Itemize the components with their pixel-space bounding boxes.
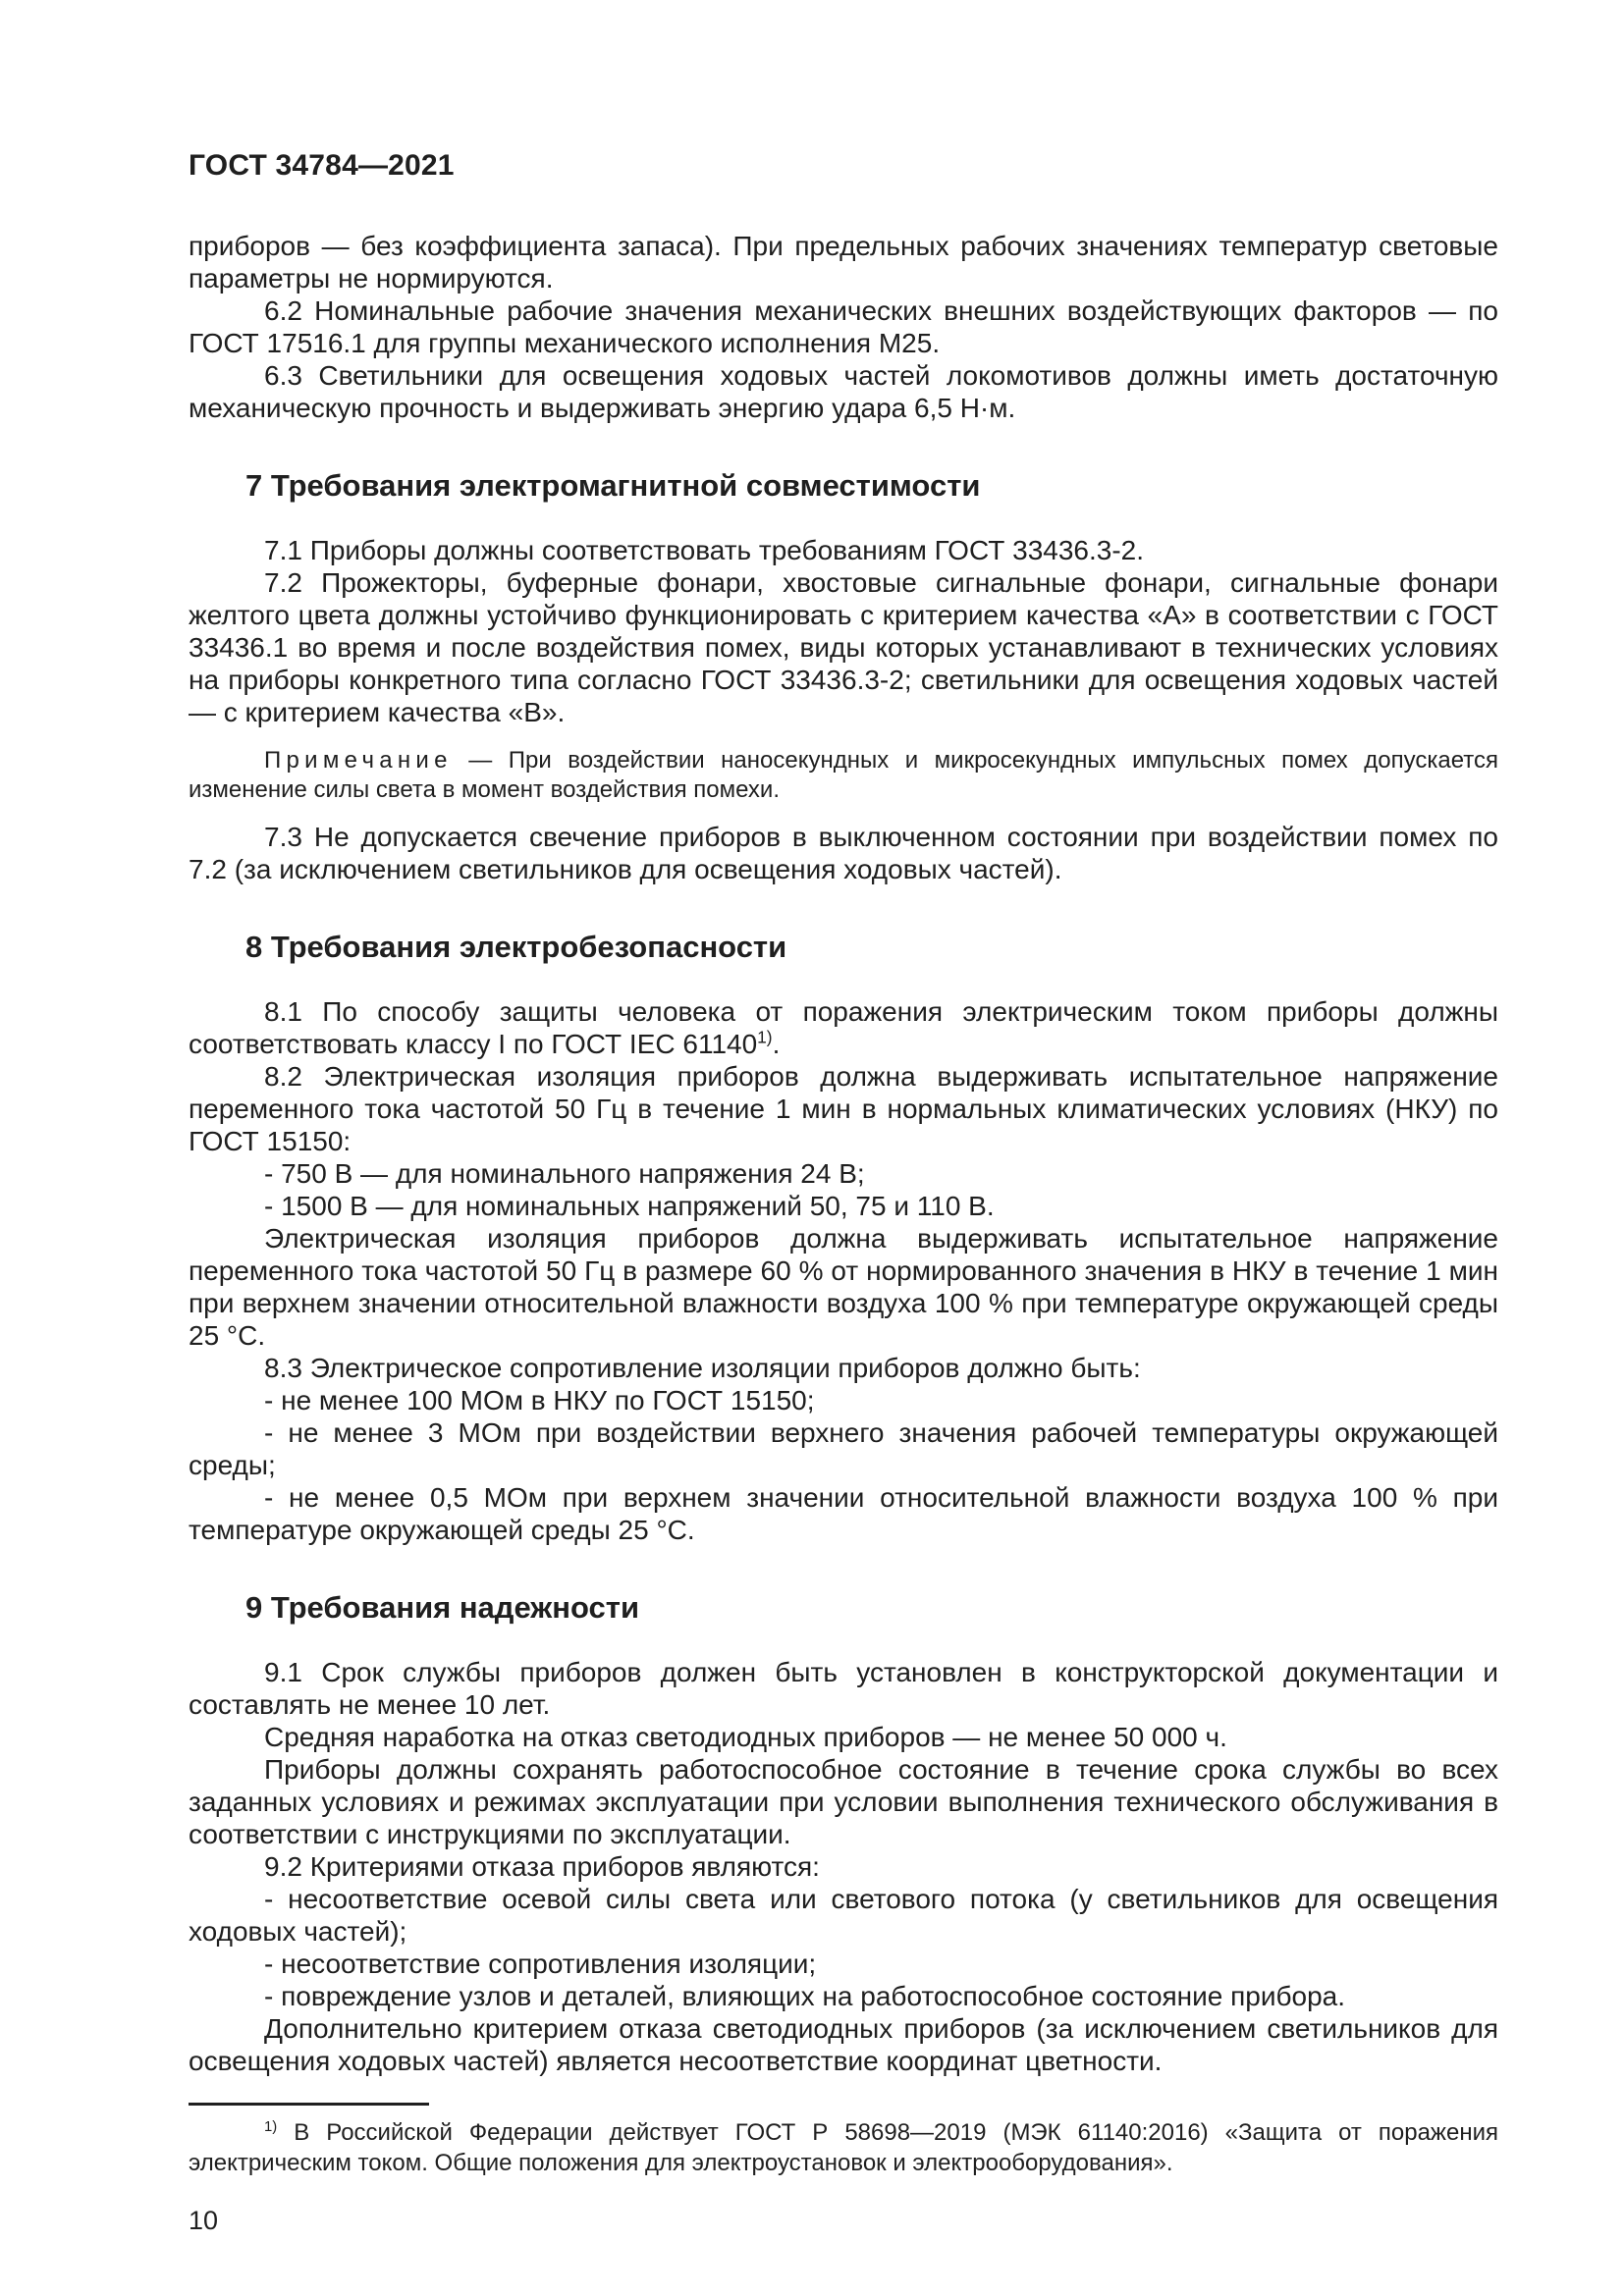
para-9-1-continuation-1: Средняя наработка на отказ светодиодных приборов — не менее 50 000 ч. bbox=[264, 1722, 1227, 1752]
para-9-1-continuation-2: Приборы должны сохранять работоспособное состояние в течение срока службы во всех заданных условиях и режимах эксплуатации при условии выполнения технического обслуживания в соответствии с инструкциями по эксплуатации. bbox=[189, 1754, 1498, 1849]
note-label: Примечание bbox=[264, 747, 453, 774]
para-9-2-continuation: Дополнительно критерием отказа светодиодных приборов (за исключением светильников для освещения ходовых частей) является несоответствие координат цветности. bbox=[189, 2013, 1498, 2076]
para-intro-continuation: приборов — без коэффициента запаса). При предельных рабочих значениях температур световые параметры не нормируются. bbox=[189, 231, 1498, 294]
list-item-8-2-1: - 1500 В — для номинальных напряжений 50, 75 и 110 В. bbox=[264, 1191, 995, 1221]
para-7-1: 7.1 Приборы должны соответствовать требованиям ГОСТ 33436.3-2. bbox=[264, 535, 1145, 565]
para-8-1-period: . bbox=[772, 1029, 781, 1059]
list-item-8-3-0: - не менее 100 МОм в НКУ по ГОСТ 15150; bbox=[264, 1385, 815, 1415]
para-8-1-text: 8.1 По способу защиты человека от поражения электрическим током приборы должны соответствовать классу I по ГОСТ IEC 61140 bbox=[189, 996, 1498, 1059]
para-9-1: 9.1 Срок службы приборов должен быть установлен в конструкторской документации и составлять не менее 10 лет. bbox=[189, 1657, 1498, 1720]
para-8-2-continuation: Электрическая изоляция приборов должна выдерживать испытательное напряжение переменного тока частотой 50 Гц в размере 60 % от нормированного значения в НКУ в течение 1 мин при верхнем значении относительной влажности воздуха 100 % при температуре окружающей среды 25 °С. bbox=[189, 1223, 1498, 1351]
page-number: 10 bbox=[189, 2206, 219, 2235]
para-8-2: 8.2 Электрическая изоляция приборов должна выдерживать испытательное напряжение переменного тока частотой 50 Гц в течение 1 мин в нормальных климатических условиях (НКУ) по ГОСТ 15150: bbox=[189, 1061, 1498, 1156]
list-item-8-3-2: - не менее 0,5 МОм при верхнем значении относительной влажности воздуха 100 % при температуре окружающей среды 25 °С. bbox=[189, 1482, 1498, 1545]
footnote-divider bbox=[189, 2103, 429, 2106]
list-item-8-3-1: - не менее 3 МОм при воздействии верхнего значения рабочей температуры окружающей среды; bbox=[189, 1417, 1498, 1480]
list-item-9-2-2: - повреждение узлов и деталей, влияющих на работоспособное состояние прибора. bbox=[264, 1981, 1346, 2011]
footnote-1 bbox=[189, 2117, 1498, 2178]
footnote-block bbox=[189, 2103, 1498, 2178]
list-item-9-2-1: - несоответствие сопротивления изоляции; bbox=[264, 1949, 817, 1979]
para-7-2: 7.2 Прожекторы, буферные фонари, хвостовые сигнальные фонари, сигнальные фонари желтого цвета должны устойчиво функционировать с критерием качества «А» в соответствии с ГОСТ 33436.1 во время и после воздействия помех, виды которых устанавливают в технических условиях на приборы конкретного типа согласно ГОСТ 33436.3-2; светильники для освещения ходовых частей — с критерием качества «В». bbox=[189, 567, 1498, 727]
para-9-2: 9.2 Критериями отказа приборов являются: bbox=[264, 1851, 820, 1882]
footnote-reference-1: 1) bbox=[757, 1027, 773, 1047]
para-6-2: 6.2 Номинальные рабочие значения механических внешних воздействующих факторов — по ГОСТ 17516.1 для группы механического исполнения М25. bbox=[189, 295, 1498, 358]
section-7-heading: 7 Требования электромагнитной совместимости bbox=[245, 468, 981, 503]
para-7-3: 7.3 Не допускается свечение приборов в выключенном состоянии при воздействии помех по 7.2 (за исключением светильников для освещения ходовых частей). bbox=[189, 822, 1498, 884]
para-8-3: 8.3 Электрическое сопротивление изоляции приборов должно быть: bbox=[264, 1353, 1141, 1383]
footnote-1-marker: 1) bbox=[264, 2119, 278, 2135]
document-number: ГОСТ 34784—2021 bbox=[189, 149, 455, 182]
para-8-1 bbox=[189, 995, 1498, 1060]
list-item-8-2-0: - 750 В — для номинального напряжения 24 В; bbox=[264, 1158, 865, 1189]
section-9-heading: 9 Требования надежности bbox=[245, 1590, 640, 1625]
footnote-1-text: В Российской Федерации действует ГОСТ Р 58698—2019 (МЭК 61140:2016) «Защита от поражения электрическим током. Общие положения для электроустановок и электрооборудования». bbox=[189, 2119, 1498, 2176]
note-text: — При воздействии наносекундных и микросекундных импульсных помех допускается изменение силы света в момент воздействия помехи. bbox=[189, 747, 1498, 803]
page-header bbox=[189, 149, 1498, 183]
para-6-3: 6.3 Светильники для освещения ходовых частей локомотивов должны иметь достаточную механическую прочность и выдерживать энергию удара 6,5 Н·м. bbox=[189, 360, 1498, 423]
note-7 bbox=[189, 746, 1498, 805]
list-item-9-2-0: - несоответствие осевой силы света или светового потока (у светильников для освещения ходовых частей); bbox=[189, 1884, 1498, 1947]
section-8-heading: 8 Требования электробезопасности bbox=[245, 930, 787, 964]
